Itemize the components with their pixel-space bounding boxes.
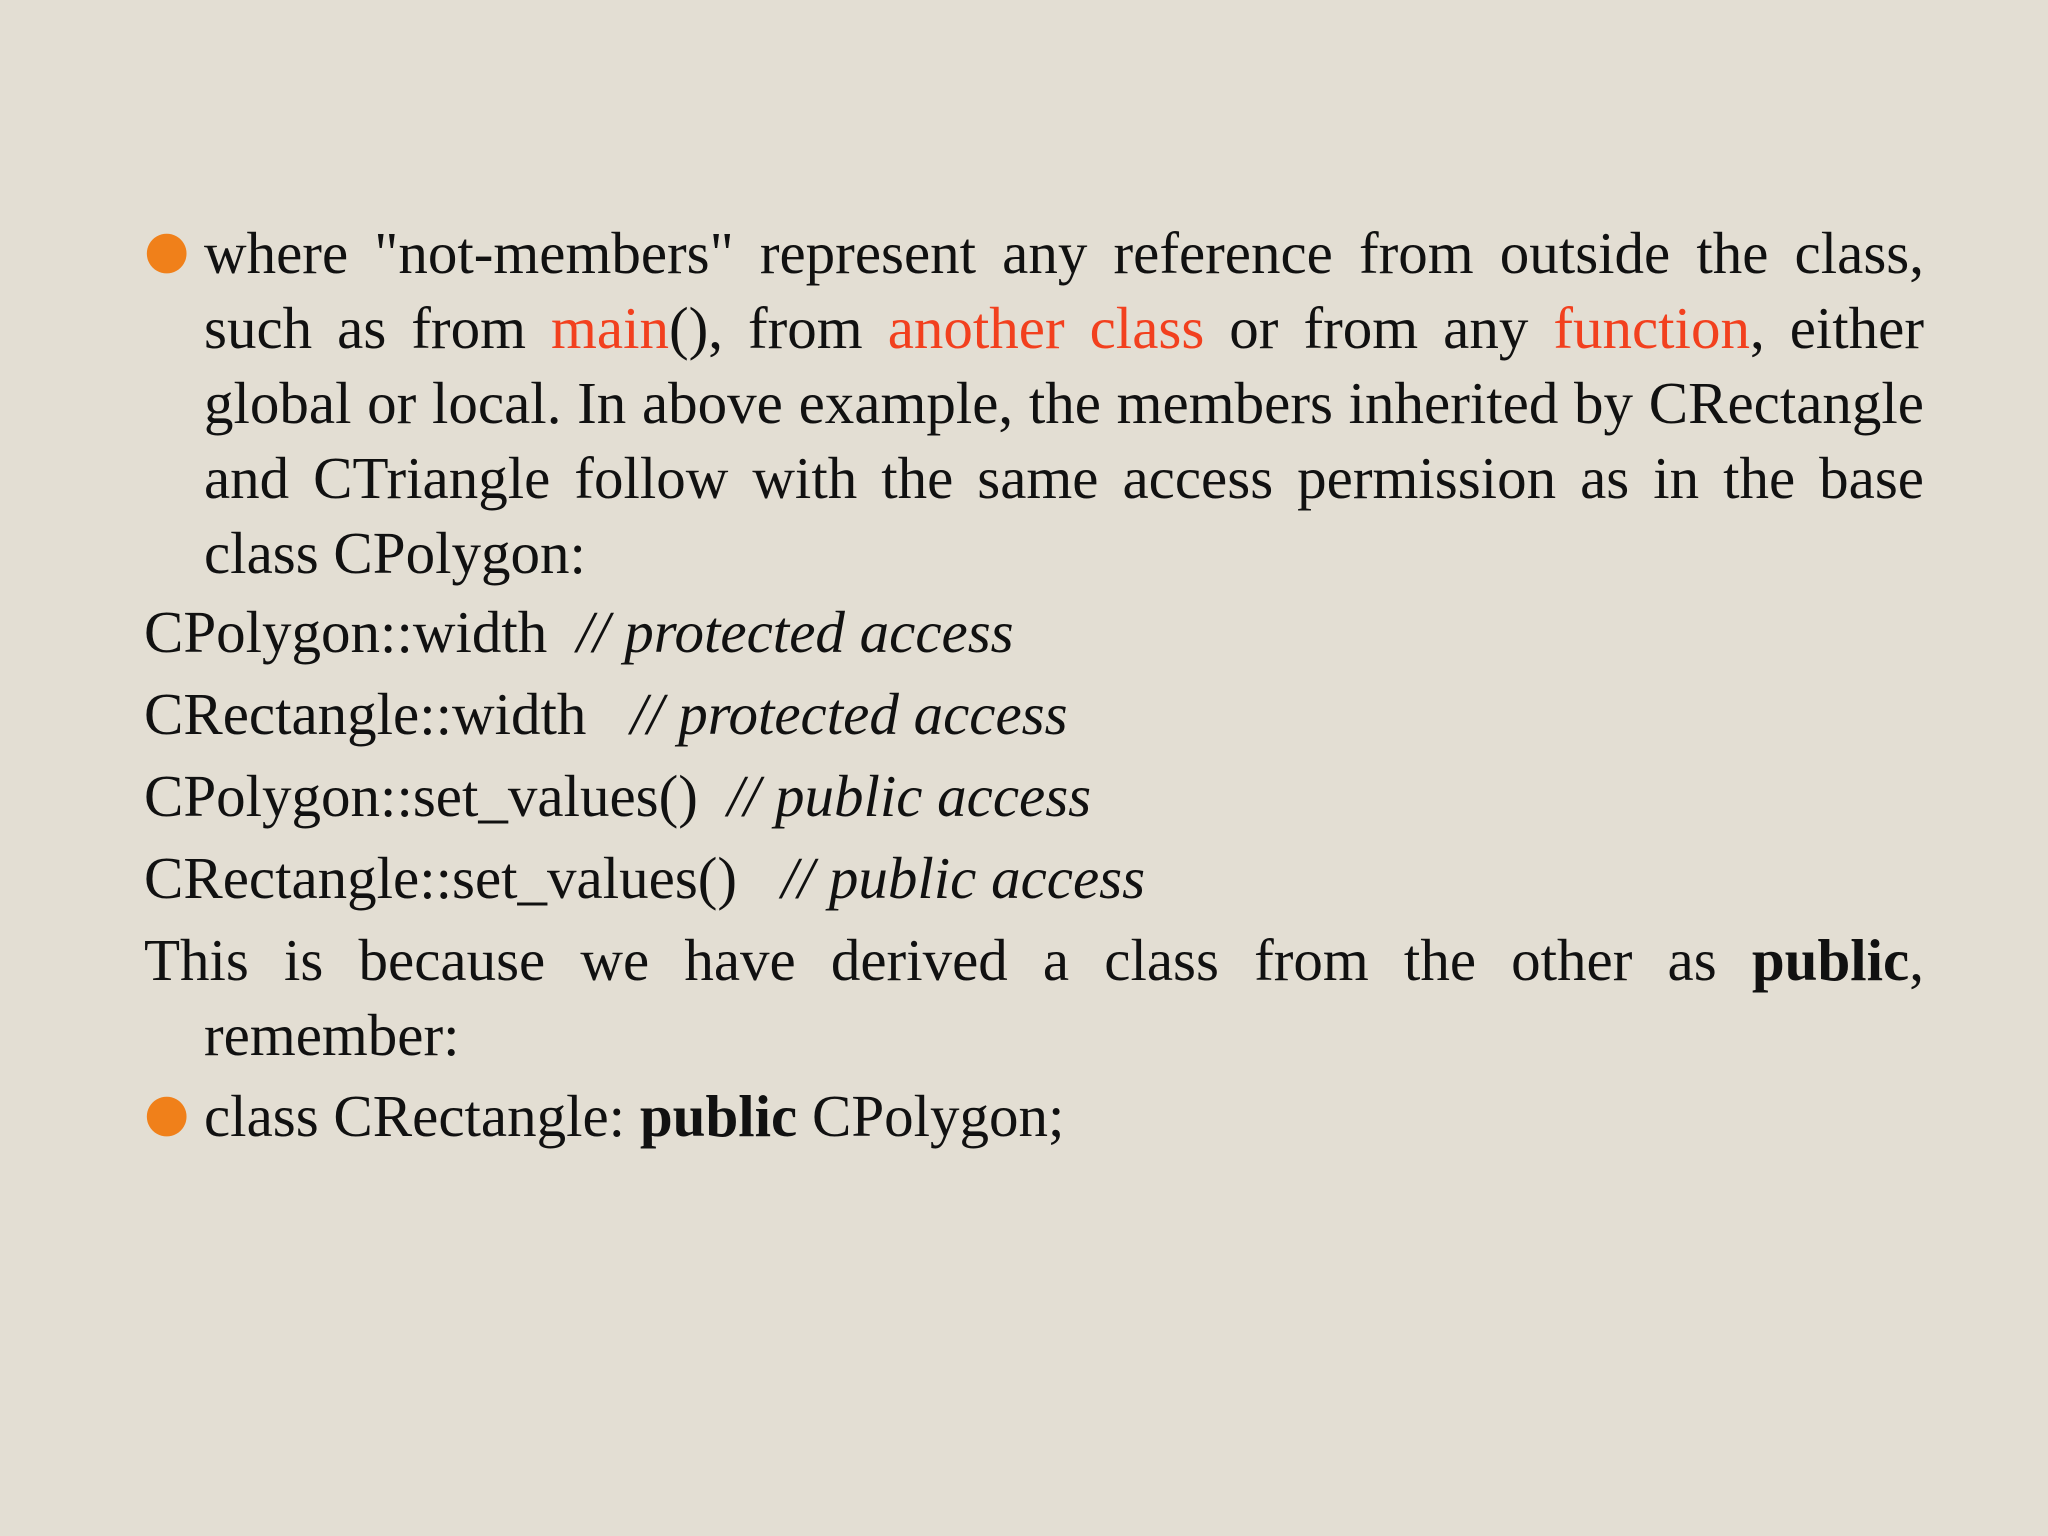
text-segment: , either global or local. In above example, the members inherited by CRectangle and CTriangle follow with the same access permission as in the base class CPolygon:	[204, 295, 1925, 586]
code-comment: // public access	[781, 845, 1146, 911]
bullet-paragraph-class-declaration	[144, 1079, 1924, 1154]
text-segment: or from any	[1204, 295, 1554, 361]
explanation-paragraph	[144, 923, 1924, 1073]
code-text: CRectangle::width	[144, 681, 631, 747]
code-lines	[144, 591, 1924, 919]
text-segment: where "not-members" represent any reference from outside the class, such as from	[204, 220, 1924, 361]
code-text: CPolygon::set_values()	[144, 763, 728, 829]
highlight-another-class: another class	[887, 295, 1205, 361]
code-line	[144, 673, 1924, 755]
text-segment: class CRectangle:	[204, 1083, 640, 1149]
highlight-function: function	[1553, 295, 1750, 361]
text-segment: , remember:	[204, 927, 1924, 1068]
text-segment: CPolygon;	[797, 1083, 1065, 1149]
code-comment: // protected access	[576, 599, 1014, 665]
highlight-main: main	[550, 295, 669, 361]
bold-public: public	[1751, 927, 1910, 993]
text-segment: (), from	[668, 295, 888, 361]
slide-content	[144, 216, 1924, 1154]
bullet-paragraph-not-members	[144, 216, 1924, 591]
bold-public: public	[639, 1083, 798, 1149]
bullet-icon: ●	[144, 220, 190, 280]
text-segment: This is because we have derived a class from the other as	[144, 927, 1752, 993]
code-comment: // protected access	[630, 681, 1068, 747]
code-text: CPolygon::width	[144, 599, 577, 665]
code-text: CRectangle::set_values()	[144, 845, 782, 911]
code-line	[144, 755, 1924, 837]
code-line	[144, 837, 1924, 919]
code-line	[144, 591, 1924, 673]
bullet-icon: ●	[144, 1083, 190, 1143]
code-comment: // public access	[727, 763, 1092, 829]
